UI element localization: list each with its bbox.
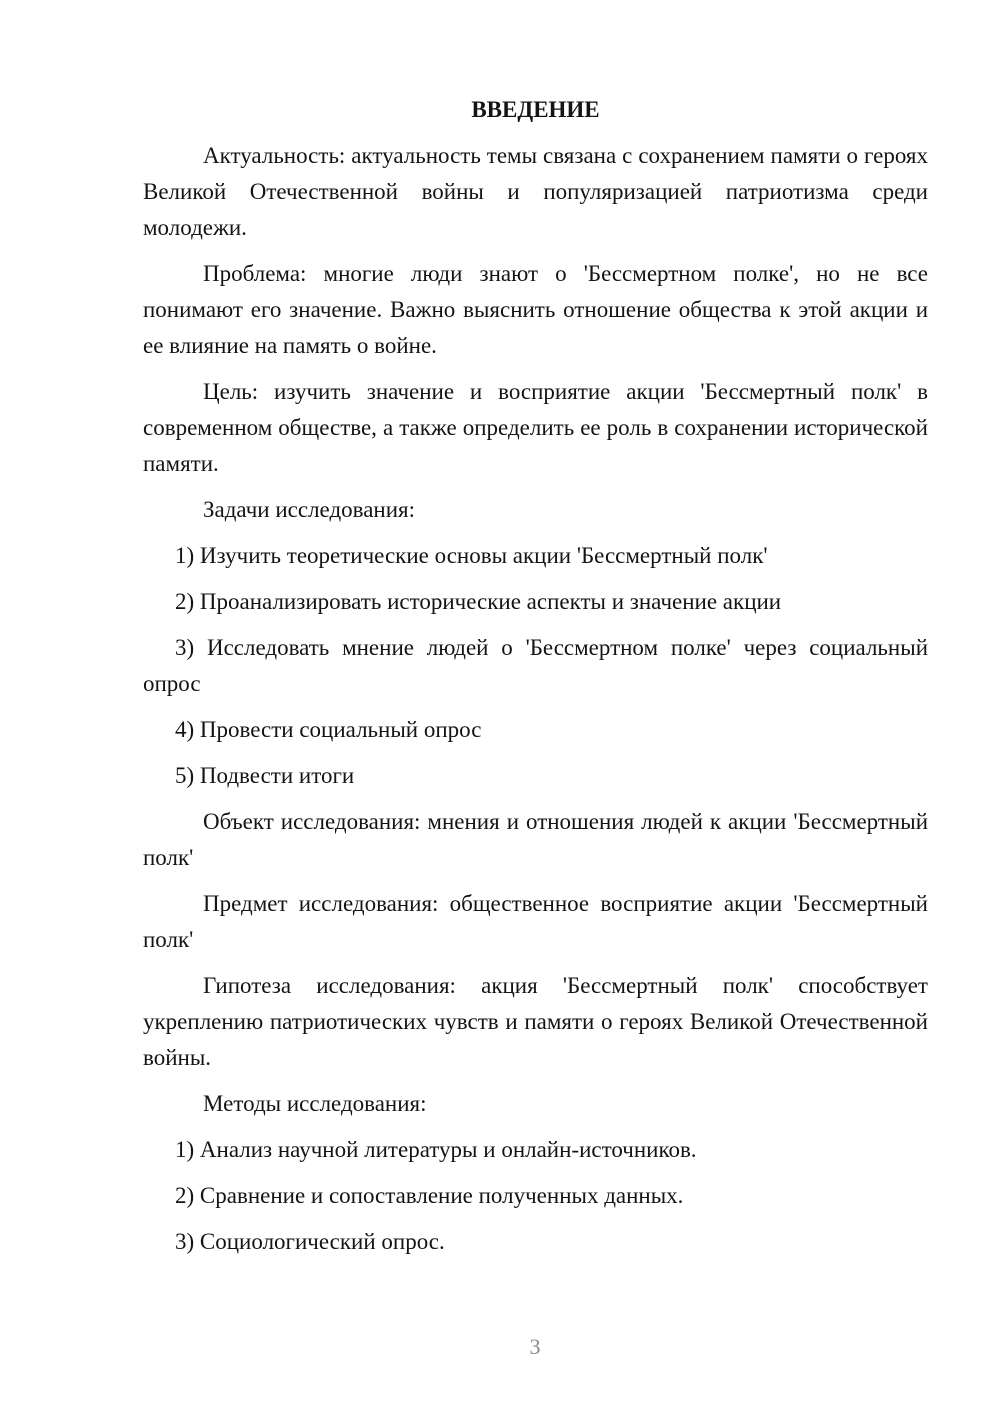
method-item-2: 2) Сравнение и сопоставление полученных данных. (175, 1183, 684, 1208)
document-body (143, 92, 928, 1270)
task-item-2: 2) Проанализировать исторические аспекты и значение акции (175, 589, 782, 614)
page-number: 3 (529, 1334, 541, 1359)
hypothesis-paragraph: Гипотеза исследования: акция 'Бессмертный полк' способствует укреплению патриотических чувств и памяти о героях Великой Отечественной войны. (143, 973, 928, 1070)
task-item-5: 5) Подвести итоги (175, 763, 355, 788)
section-title: ВВЕДЕНИЕ (471, 97, 600, 122)
problem-paragraph: Проблема: многие люди знают о 'Бессмертном полке', но не все понимают его значение. Важно выяснить отношение общества к этой акции и ее влияние на память о войне. (143, 261, 928, 358)
task-item-4: 4) Провести социальный опрос (175, 717, 482, 742)
methods-heading: Методы исследования: (203, 1091, 427, 1116)
task-item-1: 1) Изучить теоретические основы акции 'Бессмертный полк' (175, 543, 768, 568)
method-item-1: 1) Анализ научной литературы и онлайн-источников. (175, 1137, 697, 1162)
tasks-heading: Задачи исследования: (203, 497, 416, 522)
subject-paragraph: Предмет исследования: общественное восприятие акции 'Бессмертный полк' (143, 891, 928, 952)
method-item-3: 3) Социологический опрос. (175, 1229, 445, 1254)
goal-paragraph: Цель: изучить значение и восприятие акции 'Бессмертный полк' в современном обществе, а также определить ее роль в сохранении исторической памяти. (143, 379, 928, 476)
relevance-paragraph: Актуальность: актуальность темы связана с сохранением памяти о героях Великой Отечественной войны и популяризацией патриотизма среди молодежи. (143, 143, 928, 240)
task-item-3: 3) Исследовать мнение людей о 'Бессмертном полке' через социальный опрос (143, 635, 928, 696)
object-paragraph: Объект исследования: мнения и отношения людей к акции 'Бессмертный полк' (143, 809, 928, 870)
